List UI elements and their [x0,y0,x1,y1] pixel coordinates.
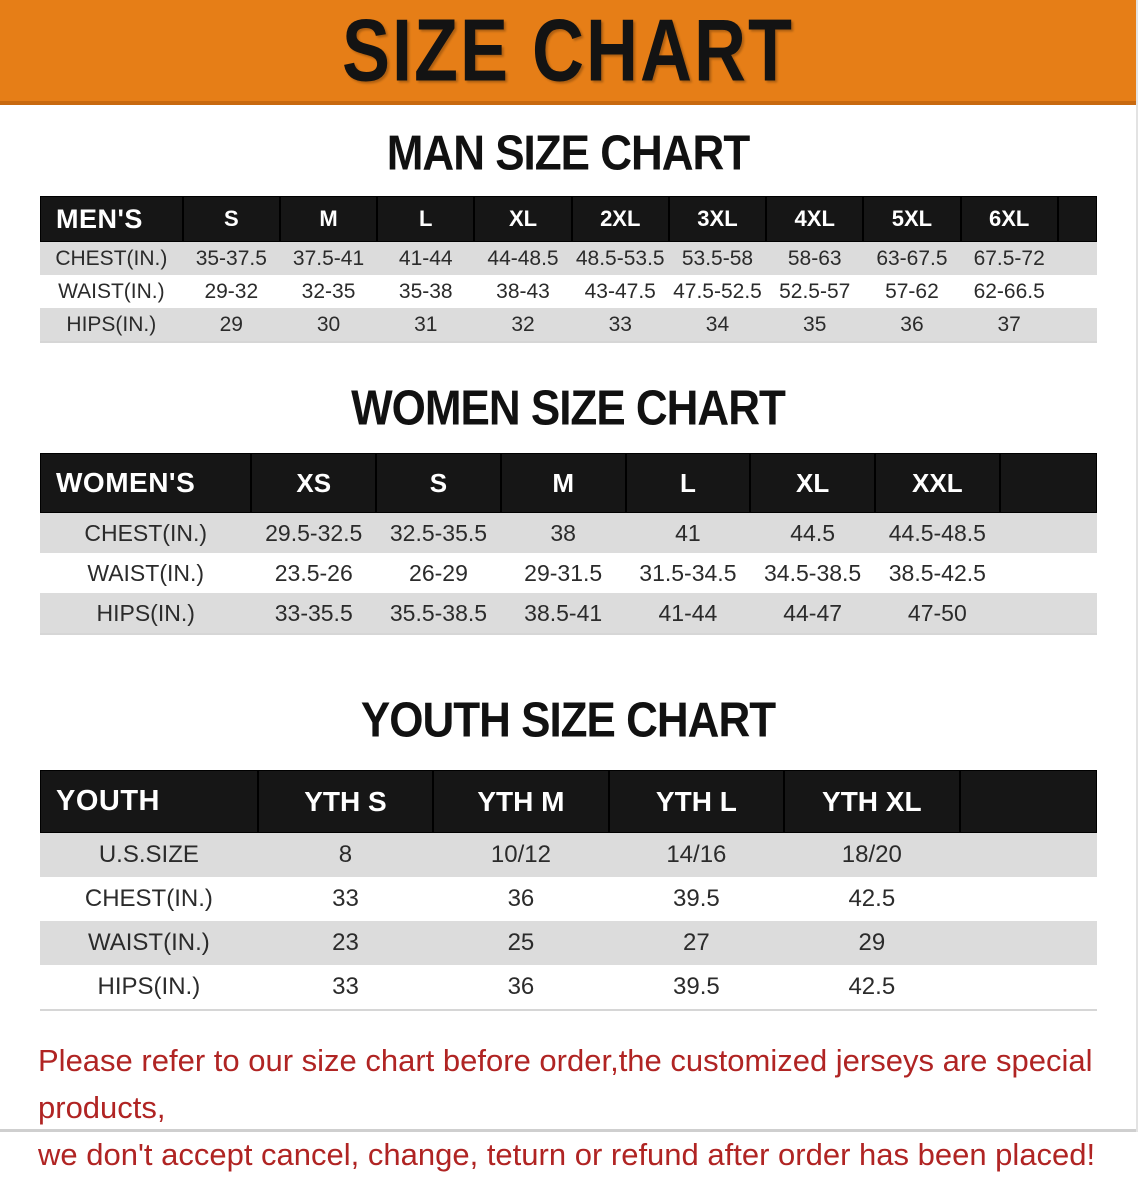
value-cell: 48.5-53.5 [572,242,669,275]
row-label-cell: WAIST(IN.) [40,921,258,965]
women-section-heading [0,383,1136,435]
value-cell: 67.5-72 [961,242,1058,275]
womens-col-m: M [501,453,626,513]
value-cell: 35-37.5 [183,242,280,275]
value-cell: 42.5 [784,877,959,921]
youth-header-row [40,770,1097,833]
womens-header-row [40,453,1097,513]
value-cell: 44.5 [750,513,875,553]
value-cell: 39.5 [609,877,784,921]
row-label-cell: WAIST(IN.) [40,275,183,308]
youth-size-table [40,770,1097,1011]
disclaimer-text [38,1037,1116,1178]
value-cell: 52.5-57 [766,275,863,308]
value-cell: 53.5-58 [669,242,766,275]
banner-title: SIZE CHART [342,1,794,100]
row-label-cell: HIPS(IN.) [40,965,258,1010]
value-cell: 23 [258,921,433,965]
value-cell: 31 [377,308,474,342]
value-cell: 38.5-41 [501,593,626,634]
mens-col-4xl: 4XL [766,196,863,242]
value-cell: 36 [863,308,960,342]
value-cell: 41-44 [626,593,751,634]
value-cell: 36 [433,965,608,1010]
mens-col-2xl: 2XL [572,196,669,242]
value-cell: 36 [433,877,608,921]
value-cell: 23.5-26 [251,553,376,593]
youth-chest-row [40,877,1097,921]
value-cell: 34 [669,308,766,342]
spacer-cell [1058,275,1097,308]
womens-col-xl: XL [750,453,875,513]
value-cell: 38 [501,513,626,553]
value-cell: 25 [433,921,608,965]
value-cell: 26-29 [376,553,501,593]
value-cell: 8 [258,833,433,877]
spacer-cell [960,921,1097,965]
womens-col-s: S [376,453,501,513]
disclaimer-line-2: we don't accept cancel, change, teturn or refund after order has been placed! [38,1137,1096,1172]
mens-header-row [40,196,1097,242]
value-cell: 29.5-32.5 [251,513,376,553]
value-cell: 29 [784,921,959,965]
value-cell: 32 [474,308,571,342]
value-cell: 63-67.5 [863,242,960,275]
youth-waist-row [40,921,1097,965]
row-label-cell: HIPS(IN.) [40,593,251,634]
mens-col-m: M [280,196,377,242]
value-cell: 58-63 [766,242,863,275]
womens-chest-row [40,513,1097,553]
spacer-cell [1000,553,1097,593]
value-cell: 29-32 [183,275,280,308]
mens-col-l: L [377,196,474,242]
spacer-cell [1000,453,1097,513]
row-label-cell: CHEST(IN.) [40,513,251,553]
value-cell: 44-47 [750,593,875,634]
youth-header-label: YOUTH [40,770,258,833]
womens-col-l: L [626,453,751,513]
banner [0,0,1136,105]
spacer-cell [960,770,1097,833]
value-cell: 43-47.5 [572,275,669,308]
value-cell: 33-35.5 [251,593,376,634]
value-cell: 44.5-48.5 [875,513,1000,553]
value-cell: 39.5 [609,965,784,1010]
value-cell: 37 [961,308,1058,342]
mens-waist-row [40,275,1097,308]
value-cell: 35 [766,308,863,342]
women-section-heading-text: WOMEN SIZE CHART [351,381,785,436]
mens-hips-row [40,308,1097,342]
row-label-cell: WAIST(IN.) [40,553,251,593]
value-cell: 29-31.5 [501,553,626,593]
mens-chest-row [40,242,1097,275]
value-cell: 41-44 [377,242,474,275]
spacer-cell [960,965,1097,1010]
value-cell: 14/16 [609,833,784,877]
mens-header-label: MEN'S [40,196,183,242]
womens-waist-row [40,553,1097,593]
value-cell: 38-43 [474,275,571,308]
row-label-cell: U.S.SIZE [40,833,258,877]
value-cell: 38.5-42.5 [875,553,1000,593]
man-section-heading [0,128,1136,180]
youth-col-s: YTH S [258,770,433,833]
spacer-cell [960,833,1097,877]
value-cell: 33 [258,965,433,1010]
value-cell: 34.5-38.5 [750,553,875,593]
row-label-cell: HIPS(IN.) [40,308,183,342]
value-cell: 32-35 [280,275,377,308]
youth-hips-row [40,965,1097,1010]
womens-col-xxl: XXL [875,453,1000,513]
value-cell: 33 [258,877,433,921]
womens-col-xs: XS [251,453,376,513]
mens-col-xl: XL [474,196,571,242]
value-cell: 47.5-52.5 [669,275,766,308]
youth-col-m: YTH M [433,770,608,833]
value-cell: 47-50 [875,593,1000,634]
value-cell: 32.5-35.5 [376,513,501,553]
spacer-cell [1058,242,1097,275]
man-section-heading-text: MAN SIZE CHART [386,126,750,181]
value-cell: 41 [626,513,751,553]
value-cell: 29 [183,308,280,342]
womens-header-label: WOMEN'S [40,453,251,513]
value-cell: 62-66.5 [961,275,1058,308]
value-cell: 10/12 [433,833,608,877]
disclaimer-line-1: Please refer to our size chart before order,the customized jerseys are special products, [38,1043,1093,1125]
spacer-cell [1000,593,1097,634]
value-cell: 57-62 [863,275,960,308]
youth-col-l: YTH L [609,770,784,833]
mens-col-5xl: 5XL [863,196,960,242]
value-cell: 42.5 [784,965,959,1010]
youth-section-heading-text: YOUTH SIZE CHART [360,693,776,748]
value-cell: 18/20 [784,833,959,877]
value-cell: 27 [609,921,784,965]
value-cell: 37.5-41 [280,242,377,275]
value-cell: 35-38 [377,275,474,308]
womens-hips-row [40,593,1097,634]
value-cell: 44-48.5 [474,242,571,275]
row-label-cell: CHEST(IN.) [40,242,183,275]
mens-col-s: S [183,196,280,242]
spacer-cell [960,877,1097,921]
mens-col-6xl: 6XL [961,196,1058,242]
value-cell: 35.5-38.5 [376,593,501,634]
value-cell: 30 [280,308,377,342]
value-cell: 33 [572,308,669,342]
mens-col-3xl: 3XL [669,196,766,242]
mens-size-table [40,196,1097,343]
youth-section-heading [0,695,1136,747]
youth-col-xl: YTH XL [784,770,959,833]
spacer-cell [1058,196,1097,242]
spacer-cell [1058,308,1097,342]
value-cell: 31.5-34.5 [626,553,751,593]
spacer-cell [1000,513,1097,553]
youth-ussize-row [40,833,1097,877]
womens-size-table [40,453,1097,635]
row-label-cell: CHEST(IN.) [40,877,258,921]
